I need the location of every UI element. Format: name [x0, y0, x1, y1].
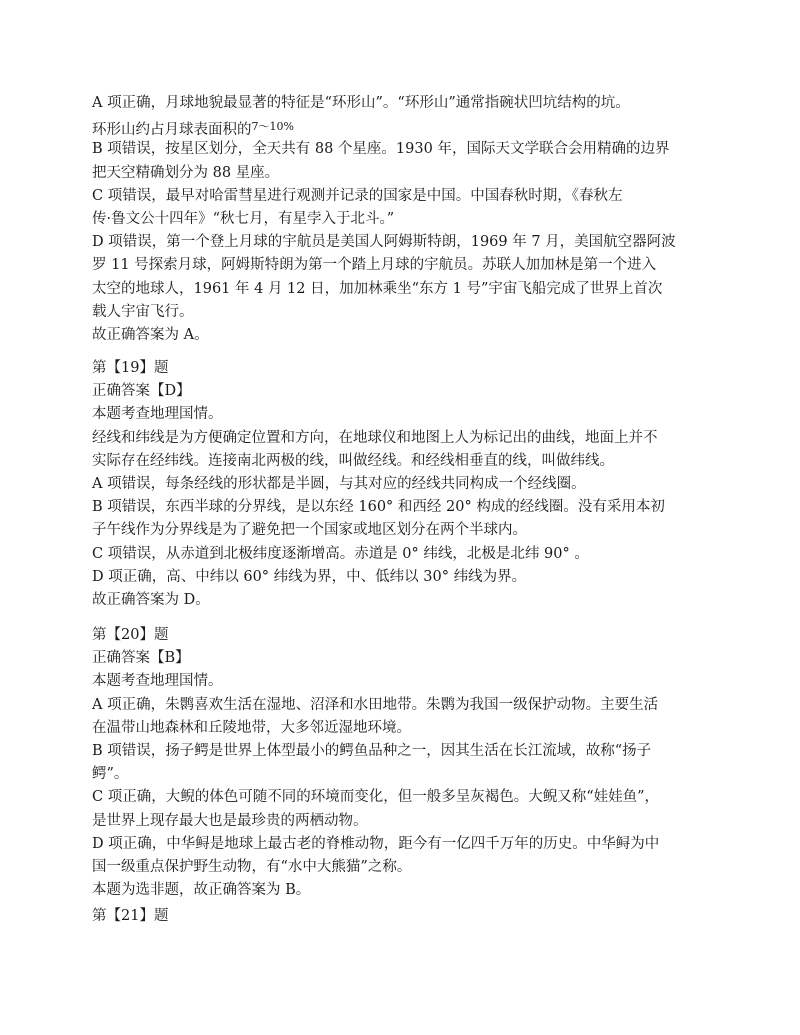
text-line: D 项错误，第一个登上月球的宇航员是美国人阿姆斯特朗，1969 年 7 月，美国航空器阿波 [92, 234, 676, 251]
text-line: 传·鲁文公十四年》“秋七月，有星孛入于北斗。” [92, 210, 395, 227]
answer-explanation-18 [92, 92, 712, 347]
text-line: 国一级重点保护野生动物，有“水中大熊猫”之称。 [92, 858, 412, 875]
text-line: 把天空精确划分为 88 星座。 [92, 164, 280, 181]
question-21-section [92, 905, 712, 928]
text-line: 鳄”。 [92, 766, 129, 783]
question-heading: 第【21】题 [92, 908, 169, 924]
text-line: C 项错误，最早对哈雷彗星进行观测并记录的国家是中国。中国春秋时期，《春秋左 [92, 187, 623, 204]
text-line: 是世界上现存最大也是最珍贵的两栖动物。 [92, 812, 368, 829]
text-line [92, 115, 712, 138]
text-line: 经线和纬线是为方便确定位置和方向，在地球仪和地图上人为标记出的曲线，地面上并不 [92, 429, 658, 446]
question-heading: 第【20】题 [92, 627, 169, 643]
text-line: 太空的地球人，1961 年 4 月 12 日，加加林乘坐“东方 1 号”宇宙飞船完成了世界上首次 [92, 280, 663, 297]
text-line: 载人宇宙飞行。 [92, 303, 194, 320]
text-line: 本题为选非题，故正确答案为 B。 [92, 882, 311, 899]
question-heading: 第【19】题 [92, 360, 169, 376]
text-line: 故正确答案为 A。 [92, 326, 209, 343]
text-line: D 项正确，中华鲟是地球上最古老的脊椎动物，距今有一亿四千万年的历史。中华鲟为中 [92, 835, 660, 852]
text-line: 本题考查地理国情。 [92, 673, 223, 690]
text-line: A 项错误，每条经线的形状都是半圆，与其对应的经线共同构成一个经线圈。 [92, 475, 586, 492]
text-line: 本题考查地理国情。 [92, 406, 223, 423]
correct-answer: 正确答案【B】 [92, 650, 190, 667]
text-line: B 项错误，东西半球的分界线，是以东经 160° 和西经 20° 构成的经线圈。没有采用本初 [92, 499, 665, 516]
text-span: 环形山约占月球表面积的 [92, 122, 252, 139]
text-line: 故正确答案为 D。 [92, 591, 210, 608]
text-line: D 项正确，高、中纬以 60° 纬线为界，中、低纬以 30° 纬线为界。 [92, 568, 527, 585]
text-line: B 项错误，按星区划分，全天共有 88 个星座。1930 年，国际天文学联合会用精确的边界 [92, 141, 670, 158]
percent-range: 7～10% [251, 120, 294, 134]
text-line: B 项错误，扬子鳄是世界上体型最小的鳄鱼品种之一，因其生活在长江流域，故称“扬子 [92, 742, 652, 759]
correct-answer: 正确答案【D】 [92, 383, 191, 400]
text-line: 实际存在经纬线。连接南北两极的线，叫做经线。和经线相垂直的线，叫做纬线。 [92, 452, 614, 469]
text-line: C 项错误，从赤道到北极纬度逐渐增高。赤道是 0° 纬线，北极是北纬 90° 。 [92, 545, 589, 562]
text-line: 在温带山地森林和丘陵地带，大多邻近湿地环境。 [92, 719, 411, 736]
text-line: C 项正确，大鲵的体色可随不同的环境而变化，但一般多呈灰褐色。大鲵又称“娃娃鱼”， [92, 789, 660, 806]
text-line: 子午线作为分界线是为了避免把一个国家或地区划分在两个半球内。 [92, 522, 527, 539]
text-line: 罗 11 号探索月球，阿姆斯特朗为第一个踏上月球的宇航员。苏联人加加林是第一个进入 [92, 257, 657, 274]
question-19-section [92, 357, 712, 612]
text-line: A 项正确，朱鹮喜欢生活在湿地、沼泽和水田地带。朱鹮为我国一级保护动物。主要生活 [92, 696, 659, 713]
question-20-section [92, 624, 712, 902]
text-line: A 项正确，月球地貌最显著的特征是“环形山”。“环形山”通常指碗状凹坑结构的坑。 [92, 95, 630, 111]
